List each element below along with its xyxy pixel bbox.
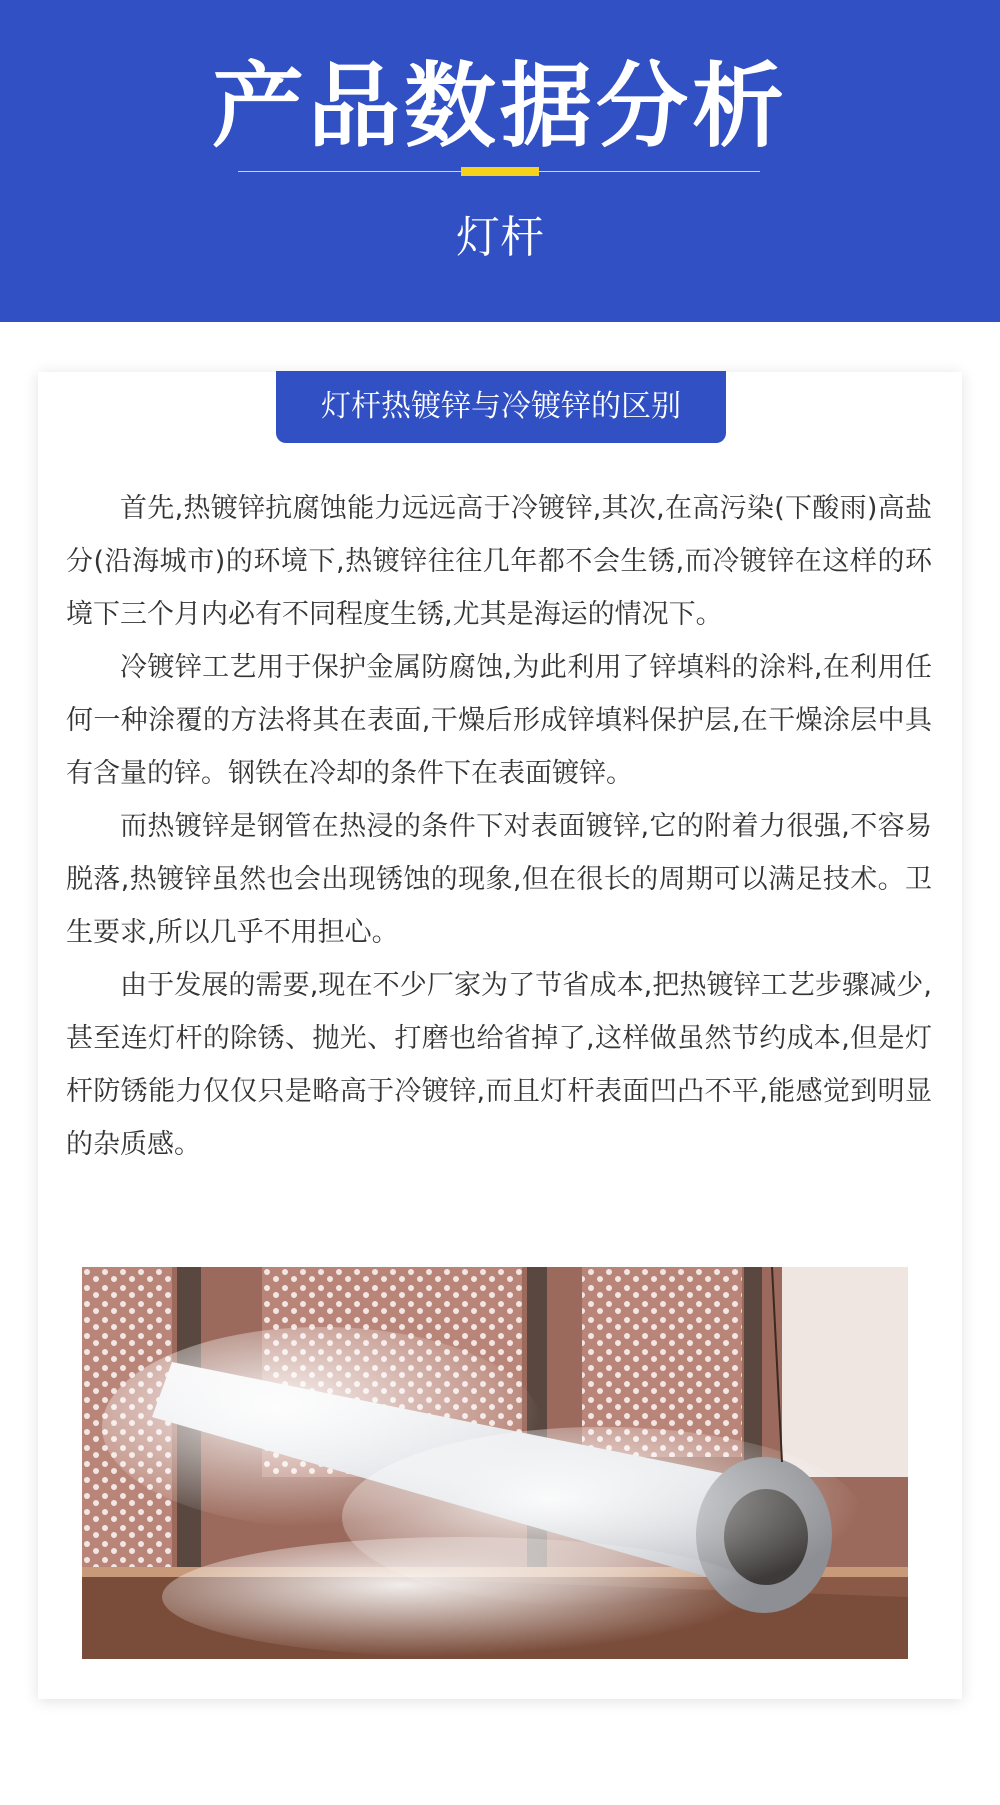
section-title: 灯杆热镀锌与冷镀锌的区别 bbox=[276, 371, 726, 443]
paragraph: 由于发展的需要,现在不少厂家为了节省成本,把热镀锌工艺步骤减少,甚至连灯杆的除锈、抛光、打磨也给省掉了,这样做虽然节约成本,但是灯杆防锈能力仅仅只是略高于冷镀锌,而且灯杆表面凹凸不平,能感觉到明显的杂质感。 bbox=[66, 970, 932, 1160]
paragraph: 冷镀锌工艺用于保护金属防腐蚀,为此利用了锌填料的涂料,在利用任何一种涂覆的方法将其在表面,干燥后形成锌填料保护层,在干燥涂层中具有含量的锌。钢铁在冷却的条件下在表面镀锌。 bbox=[66, 652, 932, 789]
galvanizing-photo bbox=[82, 1267, 908, 1659]
page-subtitle: 灯杆 bbox=[456, 212, 544, 263]
paragraph: 而热镀锌是钢管在热浸的条件下对表面镀锌,它的附着力很强,不容易脱落,热镀锌虽然也会出现锈蚀的现象,但在很长的周期可以满足技术。卫生要求,所以几乎不用担心。 bbox=[66, 811, 932, 948]
page-title: 产品数据分析 bbox=[211, 53, 788, 160]
content-card bbox=[38, 372, 962, 1699]
article-body bbox=[66, 482, 932, 1171]
title-accent-bar bbox=[461, 167, 539, 176]
header-banner bbox=[0, 0, 1000, 322]
paragraph: 首先,热镀锌抗腐蚀能力远远高于冷镀锌,其次,在高污染(下酸雨)高盐分(沿海城市)的环境下,热镀锌往往几年都不会生锈,而冷镀锌在这样的环境下三个月内必有不同程度生锈,尤其是海运的情况下。 bbox=[66, 493, 932, 630]
